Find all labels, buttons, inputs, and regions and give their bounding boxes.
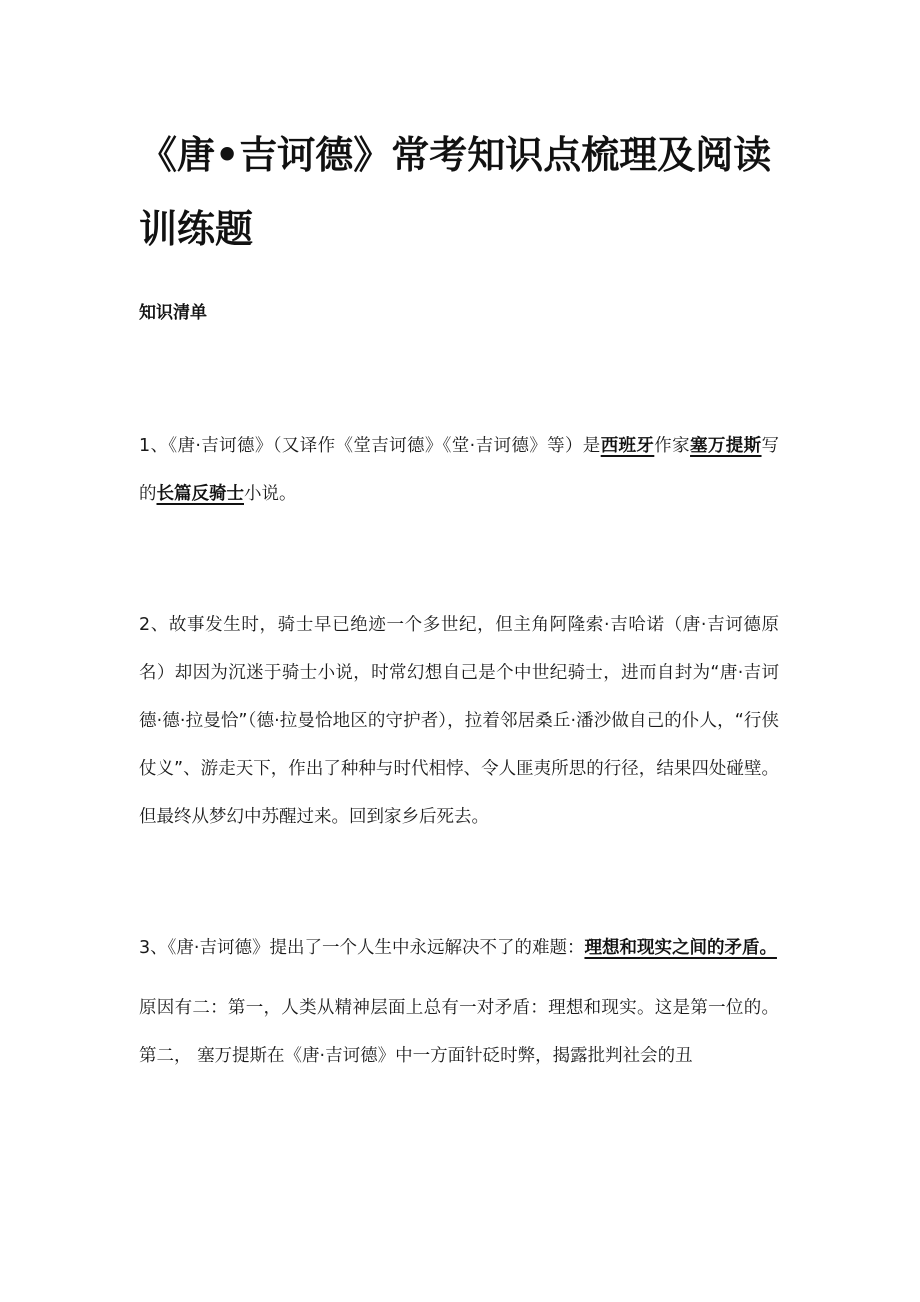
section-heading: 知识清单 <box>139 303 207 323</box>
highlight-country: 西班牙 <box>600 436 655 456</box>
item1-text-b: 作家 <box>654 436 691 456</box>
list-item-3 <box>139 924 779 972</box>
item1-text-d: 小说。 <box>244 484 297 504</box>
list-item-2: 2、故事发生时，骑士早已绝迹一个多世纪，但主角阿隆索·吉哈诺（唐·吉诃德原名）却因为沉迷于骑士小说，时常幻想自己是个中世纪骑士，进而自封为“唐·吉诃德·德·拉曼恰”（德·拉曼恰地区的守护者），拉着邻居桑丘·潘沙做自己的仆人，“行侠仗义”、游走天下，作出了种种与时代相悖、令人匪夷所思的行径，结果四处碰壁。但最终从梦幻中苏醒过来。回到家乡后死去。 <box>139 615 779 827</box>
highlight-author: 塞万提斯 <box>690 436 762 456</box>
reasons-paragraph: 原因有二：第一，人类从精神层面上总有一对矛盾：理想和现实。这是第一位的。第二， 塞万提斯在《唐·吉诃德》中一方面针砭时弊，揭露批判社会的丑 <box>139 998 779 1066</box>
list-item-1 <box>139 422 779 518</box>
document-title: 《唐•吉诃德》常考知识点梳理及阅读训练题 <box>139 133 772 251</box>
highlight-theme: 理想和现实之间的矛盾。 <box>584 938 777 958</box>
highlight-genre: 长篇反骑士 <box>156 484 244 504</box>
item1-text-a: 1、《唐·吉诃德》（又译作《堂吉诃德》《堂·吉诃德》等）是 <box>139 436 601 456</box>
item3-text-a: 3、《唐·吉诃德》提出了一个人生中永远解决不了的难题： <box>139 938 585 958</box>
document-page <box>139 0 779 1080</box>
item1-text-c: 写的 <box>139 436 780 504</box>
